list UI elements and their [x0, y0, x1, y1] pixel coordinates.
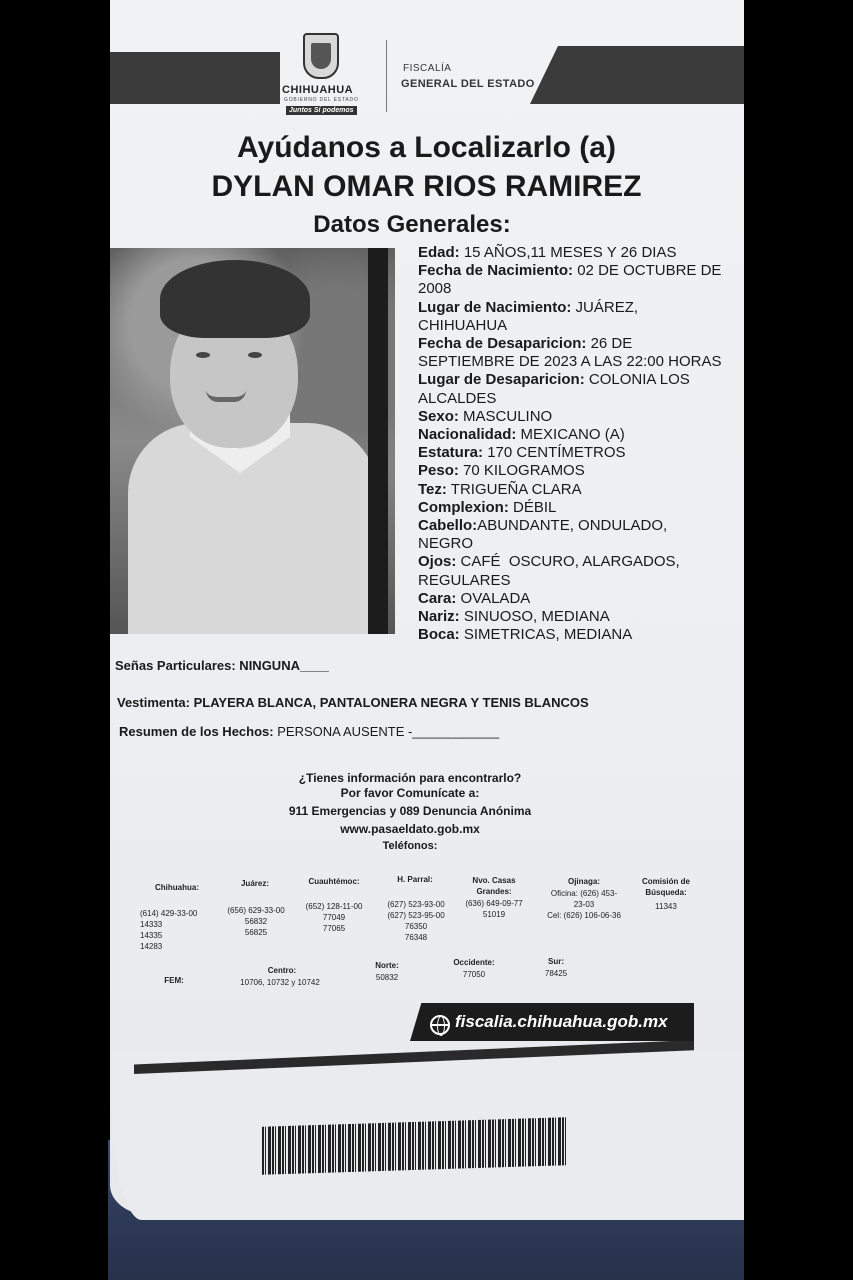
phone-norte: Norte: [375, 961, 399, 970]
detail-row [418, 499, 748, 517]
detail-row [418, 262, 748, 298]
detail-row [418, 608, 748, 626]
detail-label: Peso: [418, 462, 459, 480]
detail-value: DÉBIL [508, 498, 557, 516]
globe-icon [430, 1015, 450, 1035]
detail-value: COLONIA LOS ALCALDES [418, 371, 690, 407]
detail-label: Tez: [418, 480, 447, 498]
missing-person-name: DYLAN OMAR RIOS RAMIREZ [211, 170, 642, 203]
detail-value: 15 AÑOS,11 MESES Y 26 DIAS [459, 244, 677, 261]
detail-label: Complexion: [418, 498, 509, 516]
phone-centro: Centro: [267, 966, 297, 975]
detail-row [418, 408, 748, 426]
phone-parral-values: (627) 523-93-00 (627) 523-95-00 76350 76348 [387, 900, 445, 942]
phone-casas-grandes-values: (636) 649-09-77 51019 [465, 899, 523, 919]
poster-heading: Ayúdanos a Localizarlo (a) [237, 131, 616, 164]
detail-row [418, 553, 748, 589]
detail-label: Cara: [418, 589, 457, 607]
detail-row [418, 299, 748, 335]
phone-sur: Sur: [548, 957, 564, 966]
phone-occidente: Occidente: [453, 958, 495, 967]
detail-value: 170 CENTÍMETROS [483, 444, 626, 462]
detail-row [418, 371, 748, 407]
detail-value: SINUOSO, MEDIANA [459, 608, 610, 626]
phone-fem: FEM: [164, 976, 184, 985]
phone-sur-values: 78425 [544, 969, 568, 978]
detail-row [418, 481, 748, 499]
detail-label: Cabello: [418, 517, 478, 535]
detail-value: 70 KILOGRAMOS [458, 462, 585, 480]
phone-parral: H. Parral: [397, 875, 433, 884]
detail-label: Fecha de Desaparicion: [418, 335, 587, 353]
detail-value: CAFÉ OSCURO, ALARGADOS, REGULARES [418, 553, 680, 589]
detail-value: ABUNDANTE, ONDULADO, NEGRO [418, 517, 668, 553]
person-photo [110, 248, 395, 634]
logo-subtitle: GOBIERNO DEL ESTADO [284, 97, 359, 103]
logo-name: CHIHUAHUA [282, 84, 354, 96]
detail-label: Lugar de Desaparicion: [418, 371, 585, 389]
detail-value: TRIGUEÑA CLARA [446, 480, 582, 498]
detail-value: SIMETRICAS, MEDIANA [459, 626, 633, 644]
logo-tagline: Juntos Sí podemos [286, 106, 357, 115]
agency-line1: FISCALÍA [403, 63, 452, 74]
phone-comision-values: 11343 [655, 902, 677, 911]
detail-row [418, 462, 748, 480]
seal-icon [303, 33, 339, 79]
contact-line-1: ¿Tienes información para encontrarlo? [298, 771, 522, 785]
phone-cuauhtemoc-values: (652) 128-11-00 77049 77065 [305, 902, 363, 933]
detail-label: Sexo: [418, 407, 459, 425]
phone-cuauhtemoc: Cuauhtémoc: [308, 877, 360, 886]
detail-label: Fecha de Nacimiento: [418, 262, 574, 280]
detail-value: 26 DE SEPTIEMBRE DE 2023 A LAS 22:00 HORAS [418, 335, 722, 371]
senas-row: Señas Particulares: NINGUNA____ [115, 658, 329, 673]
phone-centro-values: 10706, 10732 y 10742 [240, 978, 320, 987]
header-divider [386, 40, 387, 112]
phone-comision: Comisión de Búsqueda: [641, 877, 690, 897]
detail-value: 02 DE OCTUBRE DE 2008 [418, 262, 722, 298]
contact-line-3: 911 Emergencias y 089 Denuncia Anónima [288, 804, 532, 818]
resumen-row: Resumen de los Hechos: PERSONA AUSENTE -____________ [119, 724, 500, 739]
agency-line2: GENERAL DEL ESTADO [401, 78, 535, 90]
detail-row [418, 335, 748, 371]
phone-occidente-values: 77050 [462, 970, 486, 979]
detail-row [418, 590, 748, 608]
contact-line-5: Teléfonos: [382, 840, 438, 852]
contact-line-2: Por favor Comunícate a: [340, 786, 480, 800]
barcode [262, 1117, 566, 1175]
detail-label: Estatura: [418, 444, 484, 462]
detail-value: MEXICANO (A) [516, 426, 625, 444]
detail-label: Ojos: [418, 553, 457, 571]
vestimenta-row: Vestimenta: PLAYERA BLANCA, PANTALONERA NEGRA Y TENIS BLANCOS [117, 695, 589, 710]
detail-row [418, 444, 748, 462]
footer-url[interactable]: fiscalia.chihuahua.gob.mx [455, 1012, 668, 1031]
section-heading: Datos Generales: [313, 211, 511, 238]
detail-row [418, 517, 748, 553]
detail-row [418, 244, 748, 262]
phone-juarez: Juárez: [240, 879, 269, 888]
detail-label: Nacionalidad: [418, 426, 517, 444]
contact-url[interactable]: www.pasaeldato.gob.mx [340, 822, 480, 836]
detail-value: JUÁREZ, CHIHUAHUA [418, 298, 639, 334]
phone-chihuahua-values: (614) 429-33-00 14333 14335 14283 [140, 909, 198, 951]
detail-label: Lugar de Nacimiento: [418, 298, 572, 316]
header-band-right [530, 46, 744, 104]
header-band-left [110, 52, 280, 104]
detail-value: OVALADA [456, 589, 531, 607]
phone-juarez-values: (656) 629-33-00 56832 56825 [227, 906, 285, 937]
phone-chihuahua: Chihuahua: [155, 883, 199, 892]
detail-label: Boca: [418, 626, 460, 644]
detail-value: MASCULINO [458, 407, 553, 425]
phone-norte-values: 50832 [375, 973, 399, 982]
details-list [418, 244, 748, 644]
detail-row [418, 426, 748, 444]
detail-label: Nariz: [418, 608, 460, 626]
phone-casas-grandes: Nvo. Casas Grandes: [472, 876, 516, 896]
detail-row [418, 626, 748, 644]
phone-ojinaga-values: Oficina: (626) 453- 23-03 Cel: (626) 106-06-36 [547, 889, 621, 920]
detail-label: Edad: [418, 244, 460, 261]
phone-ojinaga: Ojinaga: [567, 877, 600, 886]
